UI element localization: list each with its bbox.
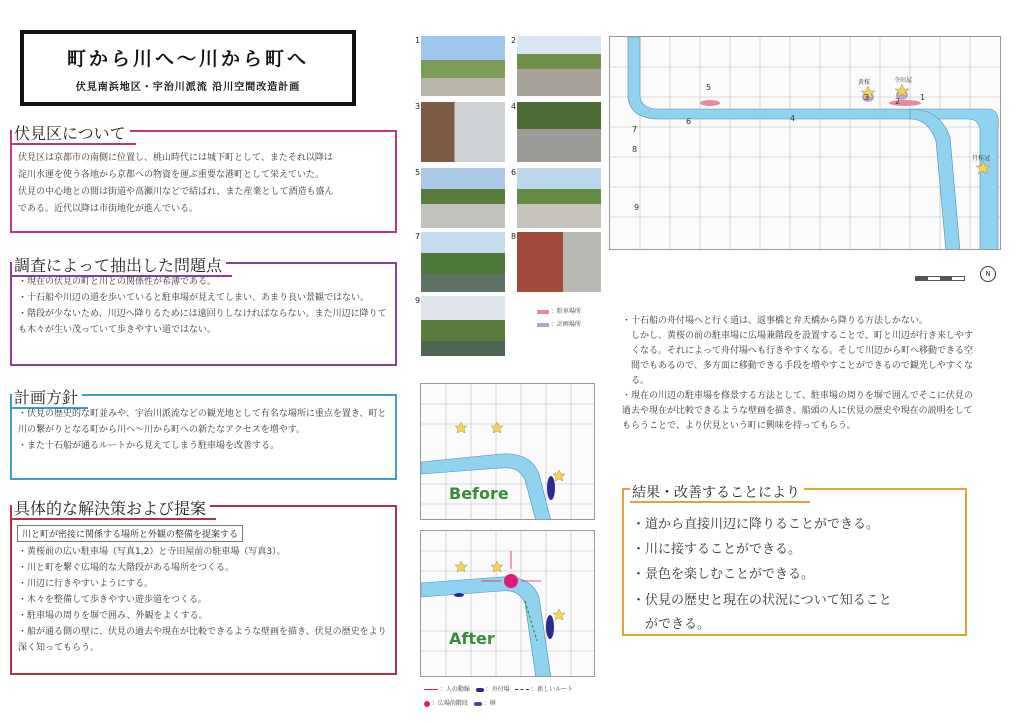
- photo-1: [421, 36, 505, 96]
- main-map: [609, 36, 1001, 250]
- map-marker: 1: [920, 93, 926, 102]
- result-item: ・景色を楽しむことができる。: [632, 567, 815, 582]
- map-marker: 6: [686, 117, 692, 126]
- legend-walk: ：人の動線: [439, 686, 470, 693]
- result-item: ができる。: [632, 617, 711, 632]
- map-marker: 5: [706, 83, 712, 92]
- map-label-teradaya: 寺田屋: [894, 77, 913, 84]
- section3-line: ・伏見の歴史的な町並みや、宇治川派流などの観光地として有名な場所に重点を置き、町と川の繋がりとなる町から川へ〜川から町への新たなアクセスを増やす。: [18, 409, 387, 435]
- section3-heading: [12, 385, 82, 408]
- section4-line: ・船が通る側の壁に、伏見の過去や現在が比較できるような壁画を描き、伏見の歴史をより深く知ってもらう。: [18, 627, 387, 653]
- section4-heading-text: 具体的な解決策および提案: [14, 499, 207, 518]
- map-marker: 2: [895, 97, 901, 106]
- result-item: ・伏見の歴史と現在の状況について知ること: [632, 593, 892, 608]
- result-heading-text: 結果・改善することにより: [632, 485, 800, 501]
- north-arrow: [980, 266, 996, 282]
- map-marker: 8: [632, 145, 638, 154]
- result-heading: [630, 482, 804, 502]
- section4-body: [18, 544, 388, 656]
- photo-number: 7: [415, 232, 421, 241]
- after-map-svg: [421, 531, 595, 677]
- legend-ship: ：舟付場: [485, 686, 510, 693]
- photo-number: 1: [415, 36, 421, 45]
- section1-line: 淀川水運を使う各地から京都への物資を運ぶ重要な港町として栄えていた。: [18, 170, 325, 180]
- main-map-svg: [610, 37, 1001, 250]
- legend-wall: ：塀: [483, 700, 496, 707]
- photo-5: [421, 168, 505, 228]
- section4-heading: [12, 496, 210, 519]
- photo-number: 9: [415, 296, 421, 305]
- photo-number: 3: [415, 102, 421, 111]
- right-text-line: ・現在の川辺の駐車場を修景する方法として、駐車場の周りを塀で囲んでそこに伏見の過去や現在が比較できるような壁画を描き、船頭の人に伏見の歴史や現在の説明をしてもらうことで、より伏見という町に興味を持ってもらう。: [622, 391, 973, 431]
- photo-4: [517, 102, 601, 162]
- section2-body: [18, 274, 388, 338]
- photo-number: 4: [511, 102, 517, 111]
- section1-body: [18, 150, 390, 218]
- map-label-kizakura: 黄桜: [858, 79, 871, 86]
- photo-3: [421, 102, 505, 162]
- legend-plan: ：計画場所: [550, 321, 581, 328]
- photo-number: 8: [511, 232, 517, 241]
- map-marker: 9: [634, 203, 640, 212]
- north-label: N: [985, 270, 991, 278]
- photo-number: 2: [511, 36, 517, 45]
- photo-7: [421, 232, 505, 292]
- before-label: Before: [449, 484, 509, 503]
- section2-line: ・階段が少ないため、川辺へ降りるためには遠回りしなければならない。また川辺に降りても木々が生い茂っていて歩きやすい道ではない。: [18, 309, 387, 335]
- map-label-gekkeikan: 月桂冠: [972, 155, 991, 162]
- section2-heading-text: 調査によって抽出した問題点: [14, 256, 223, 275]
- page-title: 町から川へ〜川から町へ: [66, 48, 309, 70]
- map-marker: 7: [632, 125, 638, 134]
- result-item: ・道から直接川辺に降りることができる。: [632, 517, 880, 532]
- title-box: [20, 30, 356, 106]
- map-marker: 4: [790, 114, 796, 123]
- after-map: [420, 530, 595, 677]
- section3-heading-text: 計画方針: [14, 388, 79, 407]
- section1-heading-text: 伏見区について: [14, 124, 126, 143]
- section2-heading: [12, 253, 226, 276]
- section2-line: ・十石船や川辺の道を歩いていると駐車場が見えてしまい、あまり良い景観ではない。: [18, 293, 370, 303]
- after-label: After: [449, 629, 495, 648]
- photo-legend: [537, 306, 581, 328]
- section4-line: ・黄桜前の広い駐車場（写真1,2）と寺田屋前の駐車場（写真3）。: [18, 547, 286, 557]
- legend-parking: ：駐車場所: [550, 308, 581, 315]
- section4-subheading: 川と町が密接に関係する場所と外観の整備を提案する: [17, 525, 243, 542]
- section4-line: ・川辺に行きやすいようにする。: [18, 579, 154, 589]
- section1-line: である。近代以降は市街地化が進んでいる。: [18, 204, 199, 214]
- result-item: ・川に接することができる。: [632, 542, 802, 557]
- photo-number: 5: [415, 168, 421, 177]
- section1-line: 伏見の中心地との間は街道や高瀬川などで結ばれ、また産業として酒造も盛ん: [18, 187, 334, 197]
- photo-6: [517, 168, 601, 228]
- section1-line: 伏見区は京都市の南側に位置し、桃山時代には城下町として、またそれ以降は: [18, 153, 333, 163]
- photo-9: [421, 296, 505, 356]
- section4-line: ・川と町を繋ぐ広場的な大階段がある場所をつくる。: [18, 563, 235, 573]
- right-text-line: ・十石船の舟付場へと行く道は、返事橋と弁天橋から降りる方法しかない。: [622, 316, 929, 326]
- section1-heading: [12, 121, 130, 144]
- section2-line: ・現在の伏見の町と川との関係性が希薄である。: [18, 277, 217, 287]
- legend-plaza: ：広場的階段: [431, 700, 468, 707]
- small-map-legend: [424, 684, 624, 707]
- right-explanation: [622, 314, 980, 434]
- photo-2: [517, 36, 601, 96]
- before-map: [420, 383, 595, 520]
- section4-line: ・木々を整備して歩きやすい遊歩道をつくる。: [18, 595, 208, 605]
- legend-newroute: ：新しいルート: [531, 686, 574, 693]
- scale-bar: [915, 276, 965, 281]
- photo-8: [517, 232, 601, 292]
- map-marker: 3: [864, 93, 870, 102]
- section4-line: ・駐車場の周りを塀で囲み、外観をよくする。: [18, 611, 208, 621]
- page-subtitle: 伏見南浜地区・宇治川派流 沿川空間改造計画: [75, 82, 301, 93]
- photo-number: 6: [511, 168, 517, 177]
- section3-line: ・また十石船が通るルートから見えてしまう駐車場を改善する。: [18, 441, 280, 451]
- section3-body: [18, 406, 388, 454]
- right-text-line: しかし、黄桜の前の駐車場に広場兼階段を設置することで、町と川辺が行き来しやすくなる。それによって舟付場へも行きやすくなる。そして川辺から町へ移動できる空間でもあるので、多方面に移動できる手段を増やすことができるので観光しやすくなる。: [631, 331, 974, 386]
